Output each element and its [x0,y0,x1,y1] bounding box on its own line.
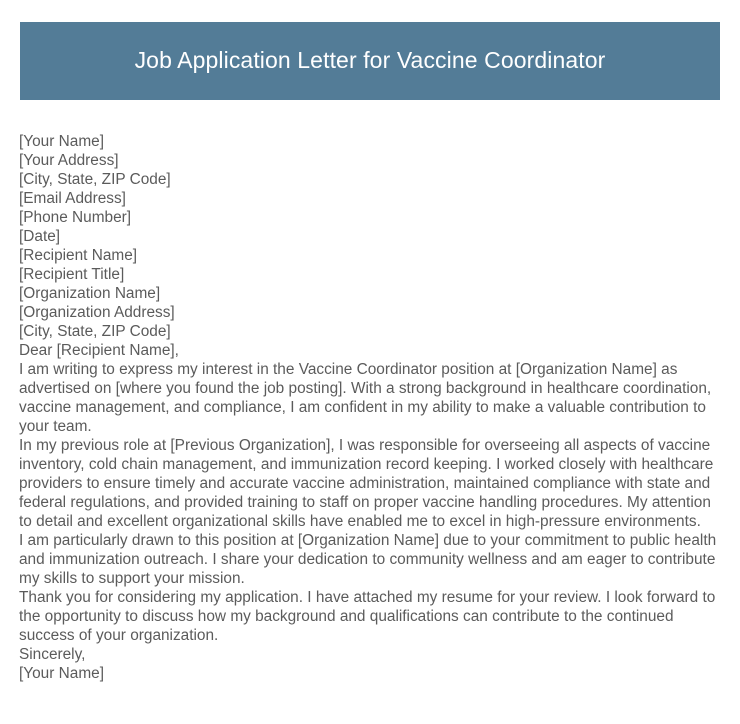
letter-date: [Date] [19,228,61,245]
recipient-name: [Recipient Name] [19,247,138,264]
body-paragraph-4: Thank you for considering my application. I have attached my resume for your review. I look forward to the opportunity to discuss how my background and qualifications can contribute to the continued success of your organization. [19,589,716,644]
recipient-title: [Recipient Title] [19,266,125,283]
closing: Sincerely, [19,646,86,663]
salutation: Dear [Recipient Name], [19,342,179,359]
sender-address: [Your Address] [19,152,119,169]
signature-name: [Your Name] [19,665,104,682]
sender-email: [Email Address] [19,190,126,207]
recipient-organization-name: [Organization Name] [19,285,161,302]
sender-name: [Your Name] [19,133,104,150]
sender-city-state-zip: [City, State, ZIP Code] [19,171,171,188]
letter-body [19,132,721,683]
page-title: Job Application Letter for Vaccine Coordinator [134,47,606,74]
body-paragraph-2: In my previous role at [Previous Organization], I was responsible for overseeing all aspects of vaccine inventory, cold chain management, and immunization record keeping. I worked closely with healthcare providers to ensure timely and accurate vaccine administration, maintained compliance with state and federal regulations, and provided training to staff on proper vaccine handling procedures. My attention to detail and excellent organizational skills have enabled me to excel in high-pressure environments. [19,437,714,530]
body-paragraph-1: I am writing to express my interest in the Vaccine Coordinator position at [Organization Name] as advertised on [where you found the job posting]. With a strong background in healthcare coordination, vaccine management, and compliance, I am confident in my ability to make a valuable contribution to your team. [19,361,712,435]
sender-phone: [Phone Number] [19,209,132,226]
document-header-banner [20,22,720,100]
recipient-organization-address: [Organization Address] [19,304,175,321]
recipient-city-state-zip: [City, State, ZIP Code] [19,323,171,340]
body-paragraph-3: I am particularly drawn to this position at [Organization Name] due to your commitment to public health and immunization outreach. I share your dedication to community wellness and am eager to contribute my skills to support your mission. [19,532,717,587]
